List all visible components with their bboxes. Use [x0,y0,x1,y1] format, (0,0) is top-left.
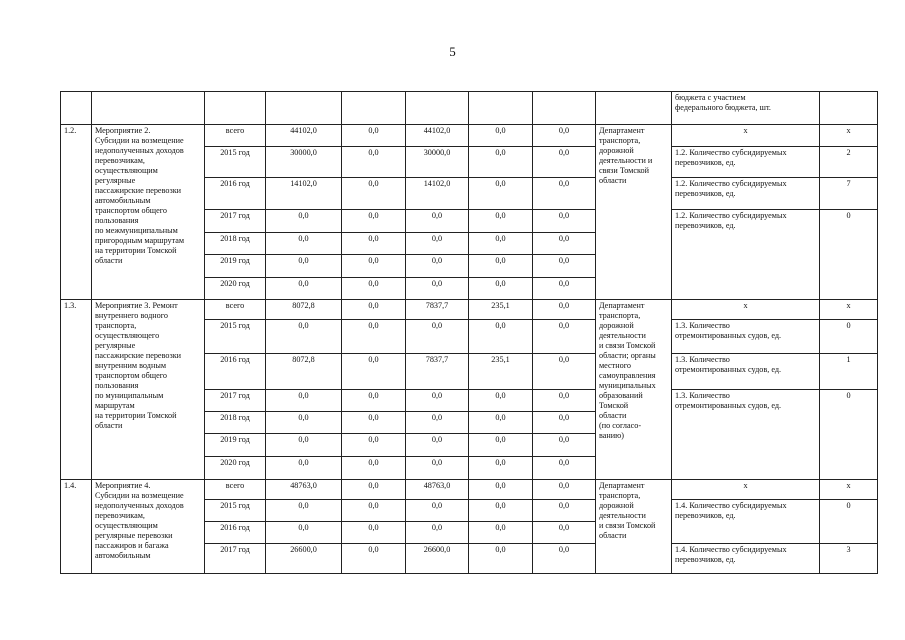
total-cell: 0,0 [266,412,342,434]
total-cell: 8072,8 [266,300,342,320]
municipal-cell: 0,0 [469,434,533,457]
regional-cell: 0,0 [406,500,469,522]
regional-cell: 7837,7 [406,354,469,390]
executor-cell: Департамент транспорта, дорожной деятельности и связи Томской области [596,480,672,574]
municipal-cell: 0,0 [469,147,533,178]
other-cell: 0,0 [533,412,596,434]
activity-title: Мероприятие 2. Субсидии на возмещение недополученных доходов перевозчикам, осуществляющим регулярные пассажирские перевозки автомобильным транспортом общего пользования по межмуниципальным пригородным маршрутам на территории Томской области [92,125,205,300]
period-cell: 2017 год [205,390,266,412]
section-number: 1.2. [61,125,92,300]
indicator-value: х [820,125,878,147]
empty-cell [266,92,342,125]
regional-cell: 0,0 [406,233,469,255]
indicator-cell: 1.2. Количество субсидируемых перевозчиков, ед. [672,210,820,300]
regional-cell: 14102,0 [406,178,469,210]
total-cell: 0,0 [266,210,342,233]
total-cell: 0,0 [266,255,342,278]
total-cell: 8072,8 [266,354,342,390]
regional-cell: 30000,0 [406,147,469,178]
federal-cell: 0,0 [342,125,406,147]
indicator-cell: 1.4. Количество субсидируемых перевозчиков, ед. [672,544,820,574]
period-cell: 2019 год [205,434,266,457]
regional-cell: 0,0 [406,210,469,233]
municipal-cell: 0,0 [469,233,533,255]
other-cell: 0,0 [533,147,596,178]
other-cell: 0,0 [533,434,596,457]
period-cell: 2020 год [205,457,266,480]
federal-cell: 0,0 [342,210,406,233]
indicator-cell: 1.4. Количество субсидируемых перевозчиков, ед. [672,500,820,544]
period-cell: 2015 год [205,320,266,354]
total-cell: 30000,0 [266,147,342,178]
total-cell: 14102,0 [266,178,342,210]
federal-cell: 0,0 [342,480,406,500]
indicator-value: 0 [820,320,878,354]
federal-cell: 0,0 [342,147,406,178]
indicator-cell: 1.3. Количество отремонтированных судов, ед. [672,390,820,480]
indicator-value: 7 [820,178,878,210]
federal-cell: 0,0 [342,278,406,300]
total-cell: 0,0 [266,457,342,480]
other-cell: 0,0 [533,500,596,522]
other-cell: 0,0 [533,178,596,210]
period-cell: 2015 год [205,500,266,522]
indicator-cell: х [672,480,820,500]
indicator-value: х [820,300,878,320]
period-cell: 2019 год [205,255,266,278]
other-cell: 0,0 [533,255,596,278]
total-cell: 0,0 [266,500,342,522]
federal-cell: 0,0 [342,354,406,390]
regional-cell: 0,0 [406,320,469,354]
period-cell: всего [205,480,266,500]
regional-cell: 48763,0 [406,480,469,500]
section-number: 1.4. [61,480,92,574]
period-cell: 2017 год [205,544,266,574]
page-number: 5 [449,44,456,59]
federal-cell: 0,0 [342,434,406,457]
regional-cell: 44102,0 [406,125,469,147]
indicator-cell: 1.2. Количество субсидируемых перевозчиков, ед. [672,178,820,210]
indicator-value: 2 [820,147,878,178]
carry-over-row [61,92,878,125]
federal-cell: 0,0 [342,300,406,320]
federal-cell: 0,0 [342,178,406,210]
federal-cell: 0,0 [342,255,406,278]
empty-cell [61,92,92,125]
regional-cell: 0,0 [406,522,469,544]
municipal-cell: 0,0 [469,457,533,480]
empty-cell [469,92,533,125]
other-cell: 0,0 [533,278,596,300]
municipal-cell: 235,1 [469,354,533,390]
federal-cell: 0,0 [342,544,406,574]
period-cell: 2018 год [205,412,266,434]
federal-cell: 0,0 [342,390,406,412]
municipal-cell: 0,0 [469,522,533,544]
municipal-cell: 0,0 [469,480,533,500]
other-cell: 0,0 [533,300,596,320]
other-cell: 0,0 [533,125,596,147]
other-cell: 0,0 [533,390,596,412]
table-row [61,300,878,320]
federal-cell: 0,0 [342,320,406,354]
other-cell: 0,0 [533,457,596,480]
indicator-cell: 1.3. Количество отремонтированных судов, ед. [672,354,820,390]
indicator-value: 0 [820,500,878,544]
total-cell: 48763,0 [266,480,342,500]
indicator-cell: 1.2. Количество субсидируемых перевозчиков, ед. [672,147,820,178]
period-cell: 2018 год [205,233,266,255]
municipal-cell: 0,0 [469,278,533,300]
total-cell: 0,0 [266,522,342,544]
empty-cell [533,92,596,125]
total-cell: 0,0 [266,233,342,255]
indicator-value: 0 [820,210,878,300]
municipal-cell: 0,0 [469,390,533,412]
federal-cell: 0,0 [342,500,406,522]
empty-cell [92,92,205,125]
other-cell: 0,0 [533,480,596,500]
total-cell: 44102,0 [266,125,342,147]
empty-cell [205,92,266,125]
other-cell: 0,0 [533,522,596,544]
table-row [61,125,878,147]
program-table [60,91,878,574]
regional-cell: 0,0 [406,457,469,480]
regional-cell: 0,0 [406,412,469,434]
period-cell: всего [205,300,266,320]
municipal-cell: 0,0 [469,178,533,210]
period-cell: всего [205,125,266,147]
indicator-cell: х [672,300,820,320]
empty-cell [596,92,672,125]
municipal-cell: 0,0 [469,320,533,354]
executor-cell: Департамент транспорта, дорожной деятельности и связи Томской области [596,125,672,300]
indicator-value: 1 [820,354,878,390]
section-number: 1.3. [61,300,92,480]
period-cell: 2015 год [205,147,266,178]
federal-cell: 0,0 [342,522,406,544]
other-cell: 0,0 [533,354,596,390]
period-cell: 2016 год [205,354,266,390]
period-cell: 2017 год [205,210,266,233]
empty-cell [342,92,406,125]
indicator-value: 0 [820,390,878,480]
regional-cell: 0,0 [406,278,469,300]
federal-cell: 0,0 [342,412,406,434]
period-cell: 2016 год [205,178,266,210]
other-cell: 0,0 [533,210,596,233]
regional-cell: 0,0 [406,255,469,278]
activity-title: Мероприятие 4. Субсидии на возмещение недополученных доходов перевозчикам, осуществляющим регулярные перевозки пассажиров и багажа автомобильным [92,480,205,574]
total-cell: 0,0 [266,434,342,457]
total-cell: 26600,0 [266,544,342,574]
regional-cell: 0,0 [406,390,469,412]
indicator-value: х [820,480,878,500]
other-cell: 0,0 [533,233,596,255]
executor-cell: Департамент транспорта, дорожной деятельности и связи Томской области; органы местного самоуправления муниципальных образований Томской области (по согласо- ванию) [596,300,672,480]
municipal-cell: 0,0 [469,544,533,574]
regional-cell: 0,0 [406,434,469,457]
municipal-cell: 0,0 [469,125,533,147]
empty-cell [820,92,878,125]
federal-cell: 0,0 [342,457,406,480]
other-cell: 0,0 [533,320,596,354]
empty-cell [406,92,469,125]
period-cell: 2020 год [205,278,266,300]
municipal-cell: 0,0 [469,210,533,233]
municipal-cell: 0,0 [469,412,533,434]
federal-cell: 0,0 [342,233,406,255]
total-cell: 0,0 [266,320,342,354]
period-cell: 2016 год [205,522,266,544]
activity-title: Мероприятие 3. Ремонт внутреннего водного транспорта, осуществляющего регулярные пассажирские перевозки внутренним водным транспортом общего пользования по муниципальным маршрутам на территории Томской области [92,300,205,480]
indicator-value: 3 [820,544,878,574]
municipal-cell: 0,0 [469,255,533,278]
regional-cell: 7837,7 [406,300,469,320]
indicator-cell: бюджета с участием федерального бюджета, шт. [672,92,820,125]
indicator-cell: х [672,125,820,147]
total-cell: 0,0 [266,390,342,412]
regional-cell: 26600,0 [406,544,469,574]
other-cell: 0,0 [533,544,596,574]
table-row [61,480,878,500]
indicator-cell: 1.3. Количество отремонтированных судов, ед. [672,320,820,354]
total-cell: 0,0 [266,278,342,300]
municipal-cell: 0,0 [469,500,533,522]
municipal-cell: 235,1 [469,300,533,320]
